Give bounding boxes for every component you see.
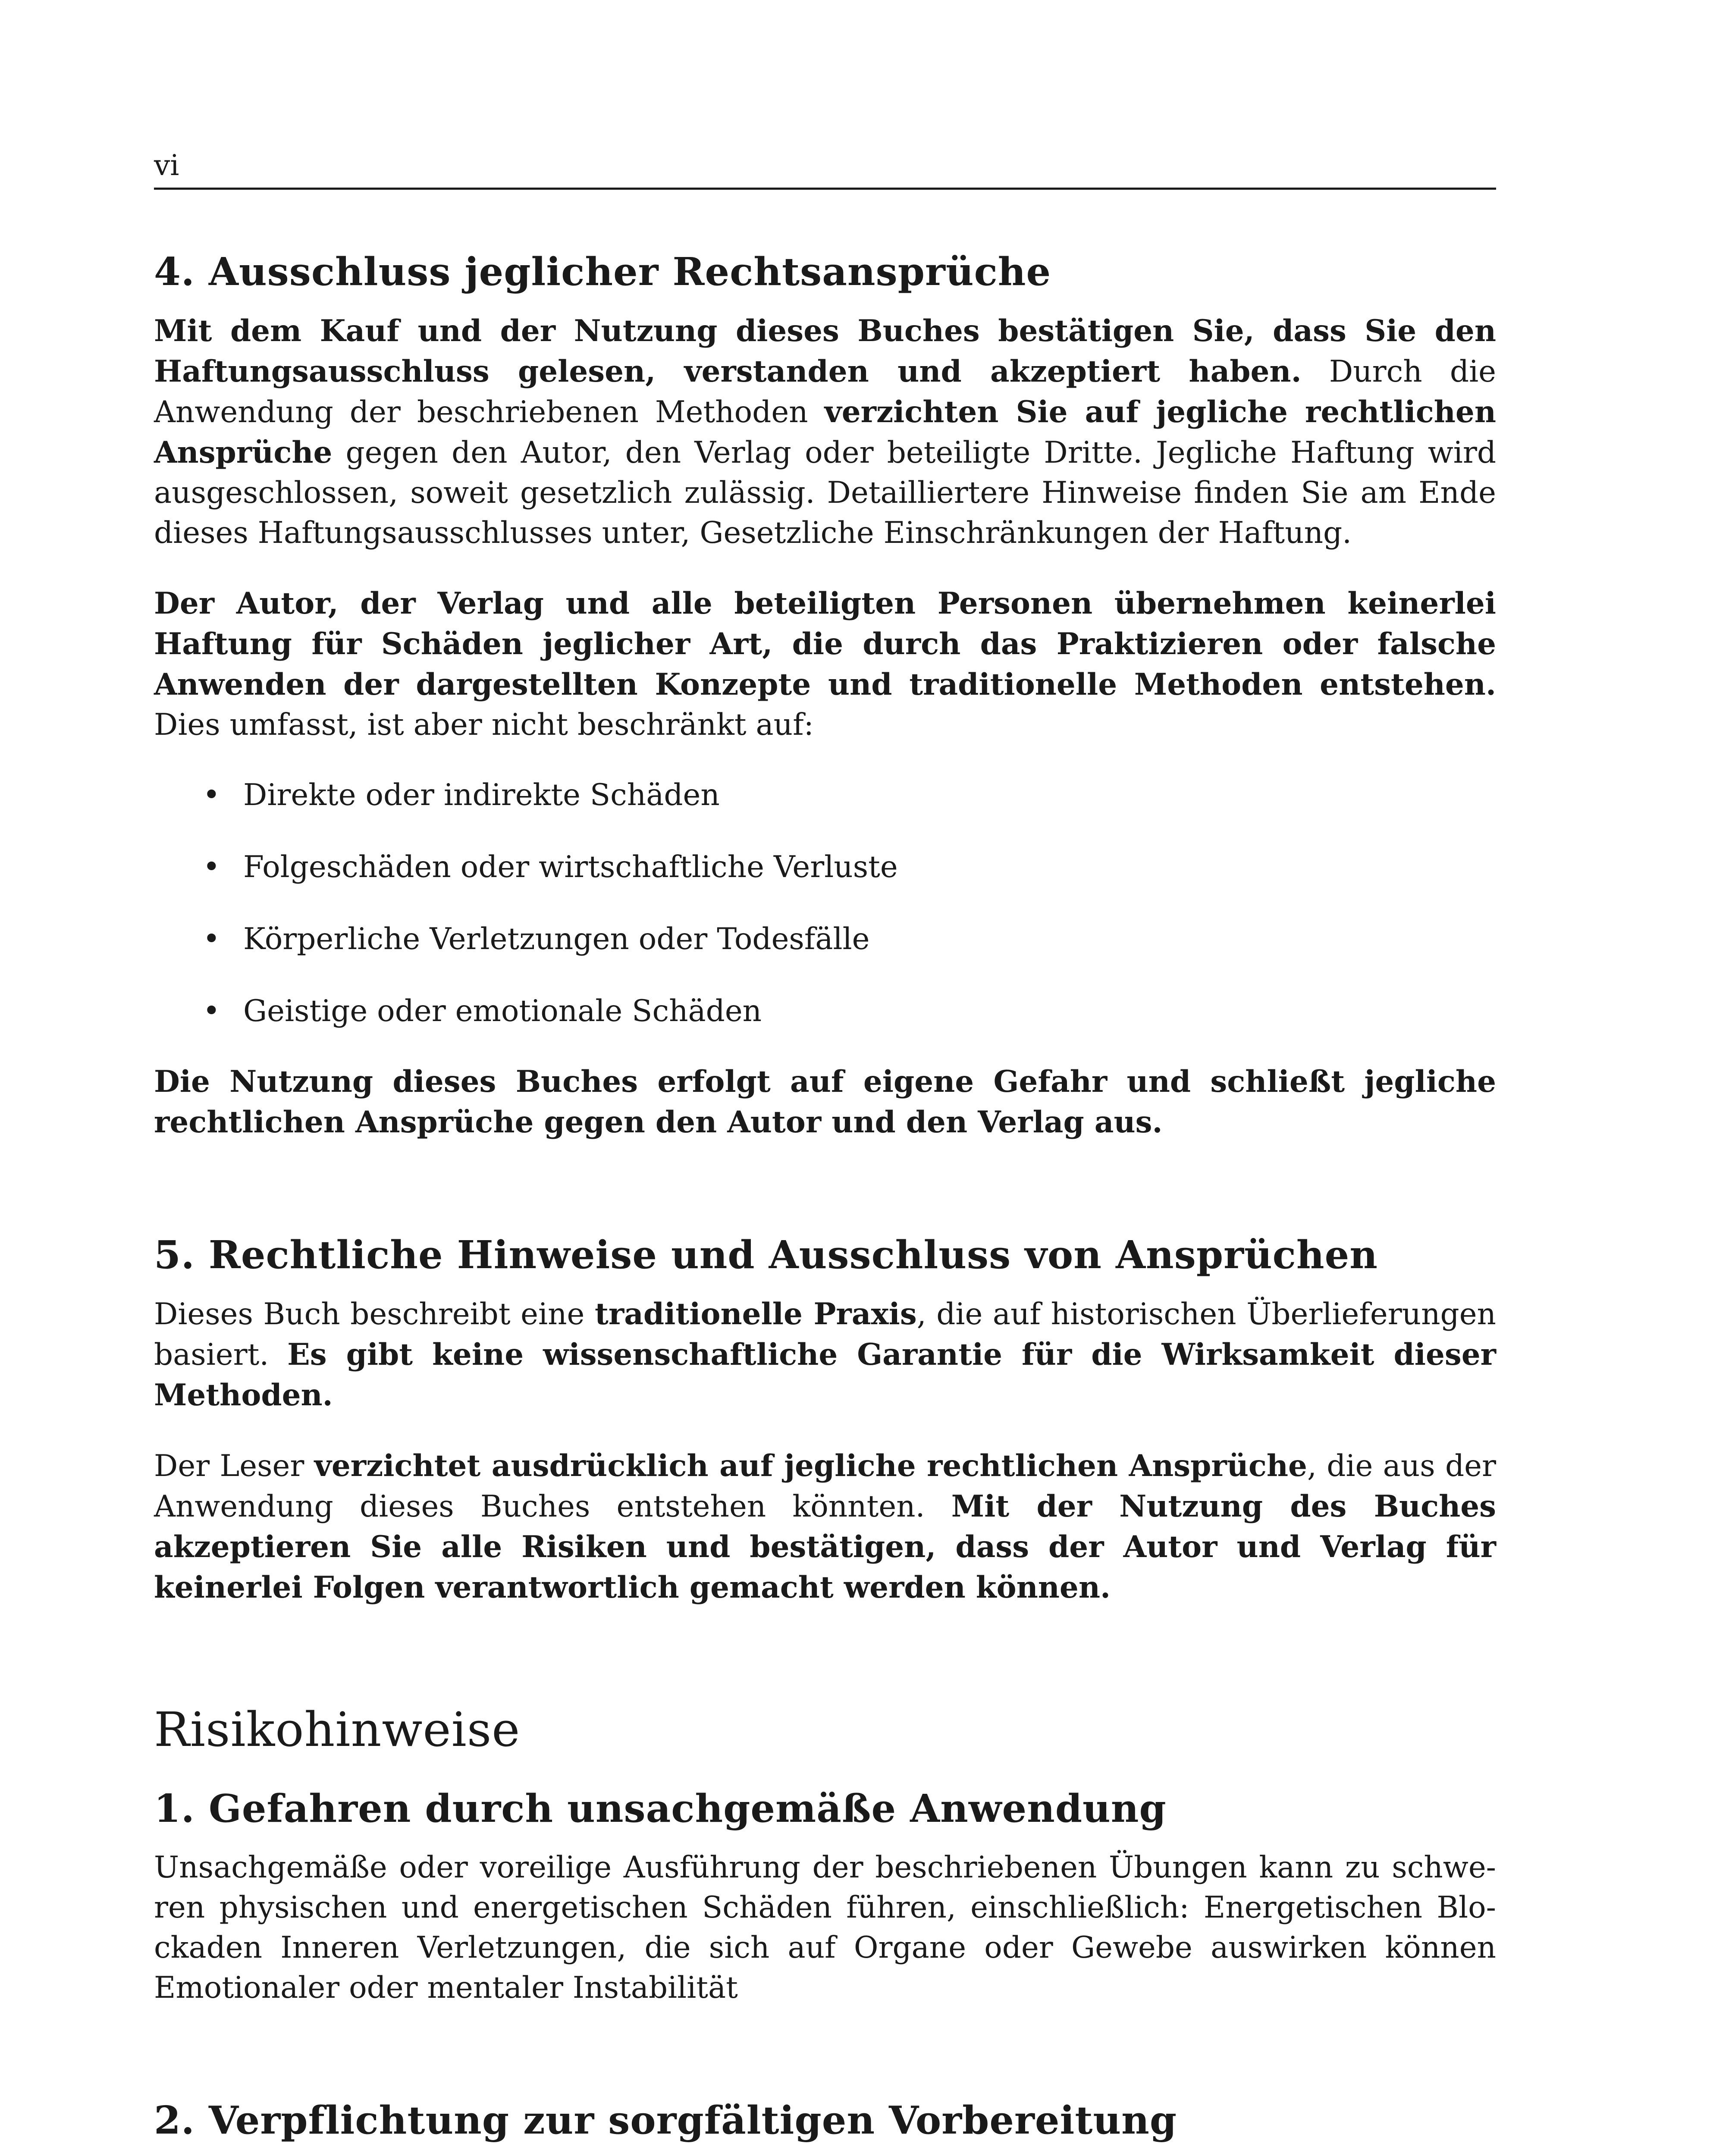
body-text: gegen den Autor, den Verlag oder beteiligte Dritte. Jegliche Haftung wird ausgeschlossen, soweit gesetzlich zulässig. Detailliertere Hinweise finden Sie am Ende dieses Haftungsausschlusses unter, Gesetzliche Einschränkungen der Haftung. [154,436,1496,550]
section-5-paragraph-1 [154,1294,1496,1416]
page-content [154,248,1496,2156]
body-text: , die auf historischen Überlieferungen basiert. [154,1297,1496,1372]
list-item [154,775,1496,815]
running-header [154,138,1496,190]
list-item [154,847,1496,887]
body-text: Dies umfasst, ist aber nicht beschränkt auf: [154,708,814,742]
bold-text: verzichtet ausdrücklich auf jegliche rechtlichen Ansprüche [314,1448,1307,1483]
section-4-paragraph-1 [154,311,1496,553]
bold-text: Es gibt keine wissenschaftliche Garantie für die Wirksamkeit dieser Methoden. [154,1337,1496,1413]
body-text: Der Leser [154,1449,314,1483]
section-4-heading: 4. Ausschluss jeglicher Rechtsansprüche [154,249,1051,294]
bold-text: Die Nutzung dieses Buches erfolgt auf eigene Gefahr und schließt jegliche rechtlichen Ansprüche gegen den Autor und den Verlag aus. [154,1064,1496,1140]
bold-text: Der Autor, der Verlag und alle beteiligten Personen übernehmen keinerlei Haftung für Schäden jeglicher Art, die durch das Praktizieren oder falsche Anwenden der dargestellten Konzepte und traditionelle Methoden entstehen. [154,586,1496,702]
bold-text: verzichten Sie auf jegliche rechtlichen Ansprüche [154,395,1496,470]
bullet-icon: • [203,994,220,1028]
section-5-paragraph-2 [154,1446,1496,1608]
body-text: Dieses Buch beschreibt eine [154,1297,595,1332]
section-5-heading: 5. Rechtliche Hinweise und Ausschluss von Ansprüchen [154,1232,1378,1277]
bullet-icon: • [203,778,220,812]
section-4-paragraph-2 [154,583,1496,745]
bold-text: Mit dem Kauf und der Nutzung dieses Buches bestätigen Sie, dass Sie den Haftungsausschluss gelesen, verstanden und akzeptiert haben. [154,313,1496,389]
list-item-text: Direkte oder indirekte Schäden [243,778,720,812]
list-item [154,991,1496,1031]
bold-text: Mit der Nutzung des Buches akzeptieren Sie alle Risiken und bestätigen, dass der Autor und Verlag für keinerlei Folgen verantwortlich gemacht werden können. [154,1489,1497,1605]
risk-subsection-2-heading: 2. Verpflichtung zur sorgfältigen Vorbereitung [154,2097,1177,2143]
list-item-text: Körperliche Verletzungen oder Todesfälle [243,922,870,956]
bullet-icon: • [203,850,220,884]
risk-subsection-1-paragraph: Unsachgemäße oder voreilige Ausführung der beschriebenen Übungen kann zu schweren physischen und energetischen Schäden führen, einschließlich: Energetischen Blockaden Inneren Verletzungen, die sich auf Organe oder Gewebe auswirken können Emotionaler oder mentaler Instabilität [154,1850,1496,2005]
risk-section-heading: Risikohinweise [154,1702,521,1757]
damage-list [154,775,1496,1031]
body-text: Durch die Anwendung der beschriebenen Methoden [154,354,1496,429]
list-item-text: Geistige oder emotionale Schäden [243,994,762,1028]
section-4-paragraph-3 [154,1062,1496,1143]
page-number: vi [154,149,179,182]
bold-text: traditionelle Praxis [594,1297,917,1332]
list-item-text: Folgeschäden oder wirtschaftliche Verluste [243,850,898,884]
risk-subsection-1-heading: 1. Gefahren durch unsachgemäße Anwendung [154,1786,1167,1831]
body-text: , die aus der Anwendung dieses Buches entstehen könnten. [154,1449,1497,1524]
list-item [154,919,1496,959]
bullet-icon: • [203,922,220,956]
